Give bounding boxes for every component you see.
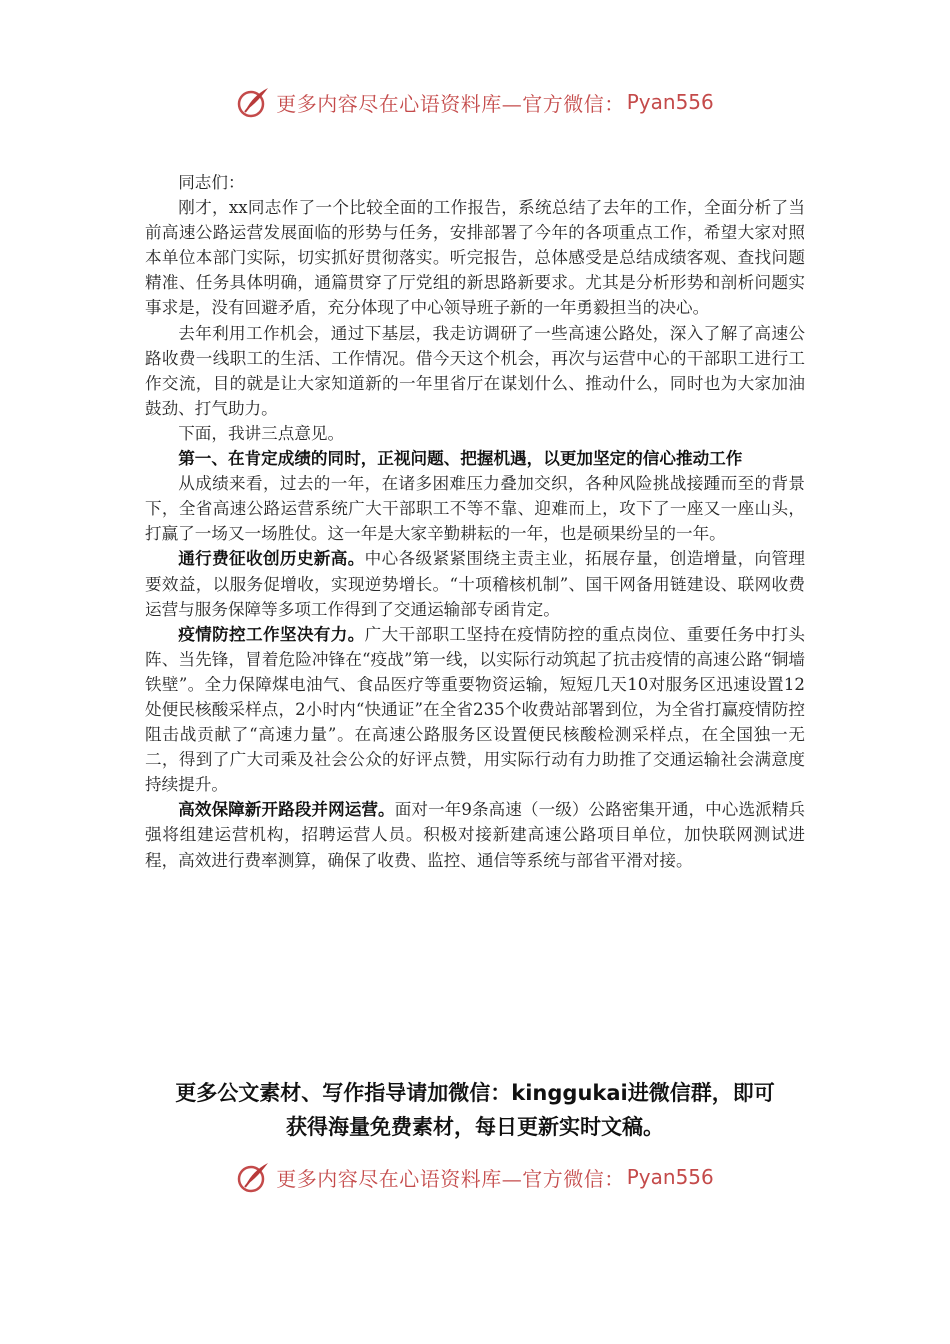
- banner-text: 更多内容尽在心语资料库—官方微信：: [276, 91, 625, 116]
- item-title: 通行费征收创历史新高。: [178, 548, 365, 569]
- banner-wechat-id: Pyan556: [626, 1165, 714, 1189]
- paragraph: 从成绩来看，过去的一年，在诸多困难压力叠加交织，各种风险挑战接踵而至的背景下，全省高速公路运营系统广大干部职工不等不靠、迎难而上，攻下了一座又一座山头，打赢了一场又一场胜仗。这一年是大家辛勤耕耘的一年，也是硕果纷呈的一年。: [145, 474, 805, 544]
- item-text: 面对一年9条高速（一级）公路密集开通，中心选派精兵强将组建运营机构，招聘运营人员。积极对接新建高速公路项目单位，加快联网测试进程，高效进行费率测算，确保了收费、监控、通信等系统与部省平滑对接。: [145, 800, 806, 870]
- paragraph: 下面，我讲三点意见。: [178, 423, 345, 443]
- section-heading: 第一、在肯定成绩的同时，正视问题、把握机遇，以更加坚定的信心推动工作: [178, 448, 743, 469]
- item-paragraph: [145, 797, 805, 872]
- paragraph: 去年利用工作机会，通过下基层，我走访调研了一些高速公路处，深入了解了高速公路收费一线职工的生活、工作情况。借今天这个机会，再次与运营中心的干部职工进行工作交流，目的就是让大家知道新的一年里省厅在谋划什么、推动什么，同时也为大家加油鼓劲、打气助力。: [145, 323, 805, 418]
- item-title: 疫情防控工作坚决有力。: [178, 623, 365, 644]
- item-text: 广大干部职工坚持在疫情防控的重点岗位、重要任务中打头阵、当先锋，冒着危险冲锋在“疫战”第一线，以实际行动筑起了抗击疫情的高速公路“铜墙铁壁”。全力保障煤电油气、食品医疗等重要物资运输，短短几天10对服务区迅速设置12处便民核酸采样点，2小时内“快通证”在全省235个收费站部署到位，为全省打赢疫情防控阻击战贡献了“高速力量”。在高速公路服务区设置便民核酸检测采样点，在全国独一无二，得到了广大司乘及社会公众的好评点赞，用实际行动有力助推了交通运输社会满意度持续提升。: [145, 624, 806, 795]
- paragraph: 刚才，xx同志作了一个比较全面的工作报告，系统总结了去年的工作，全面分析了当前高速公路运营发展面临的形势与任务，安排部署了今年的各项重点工作，希望大家对照本单位本部门实际，切实抓好贯彻落实。听完报告，总体感受是总结成绩客观、查找问题精准、任务具体明确，通篇贯穿了厅党组的新思路新要求。尤其是分析形势和剖析问题实事求是，没有回避矛盾，充分体现了中心领导班子新的一年勇毅担当的决心。: [145, 198, 805, 318]
- footer-banner: [0, 1155, 950, 1199]
- salutation: 同志们：: [178, 173, 245, 192]
- header-banner: [0, 80, 950, 124]
- item-title: 高效保障新开路段并网运营。: [178, 799, 395, 820]
- banner-wechat-id: Pyan556: [626, 90, 714, 114]
- speech-body: [145, 170, 805, 873]
- quill-logo-icon: [236, 1160, 270, 1194]
- item-paragraph: [145, 546, 805, 621]
- promo-line: 获得海量免费素材，每日更新实时文稿。: [286, 1115, 664, 1139]
- quill-logo-icon: [236, 85, 270, 119]
- item-paragraph: [145, 622, 805, 798]
- banner-text: 更多内容尽在心语资料库—官方微信：: [276, 1166, 625, 1191]
- item-text: 中心各级紧紧围绕主责主业，拓展存量，创造增量，向管理要效益，以服务促增收，实现逆势增长。“十项稽核机制”、国干网备用链建设、联网收费运营与服务保障等多项工作得到了交通运输部专函肯定。: [145, 549, 806, 619]
- promo-notice: [140, 1076, 810, 1144]
- promo-line: 更多公文素材、写作指导请加微信：kinggukai进微信群，即可: [175, 1081, 775, 1105]
